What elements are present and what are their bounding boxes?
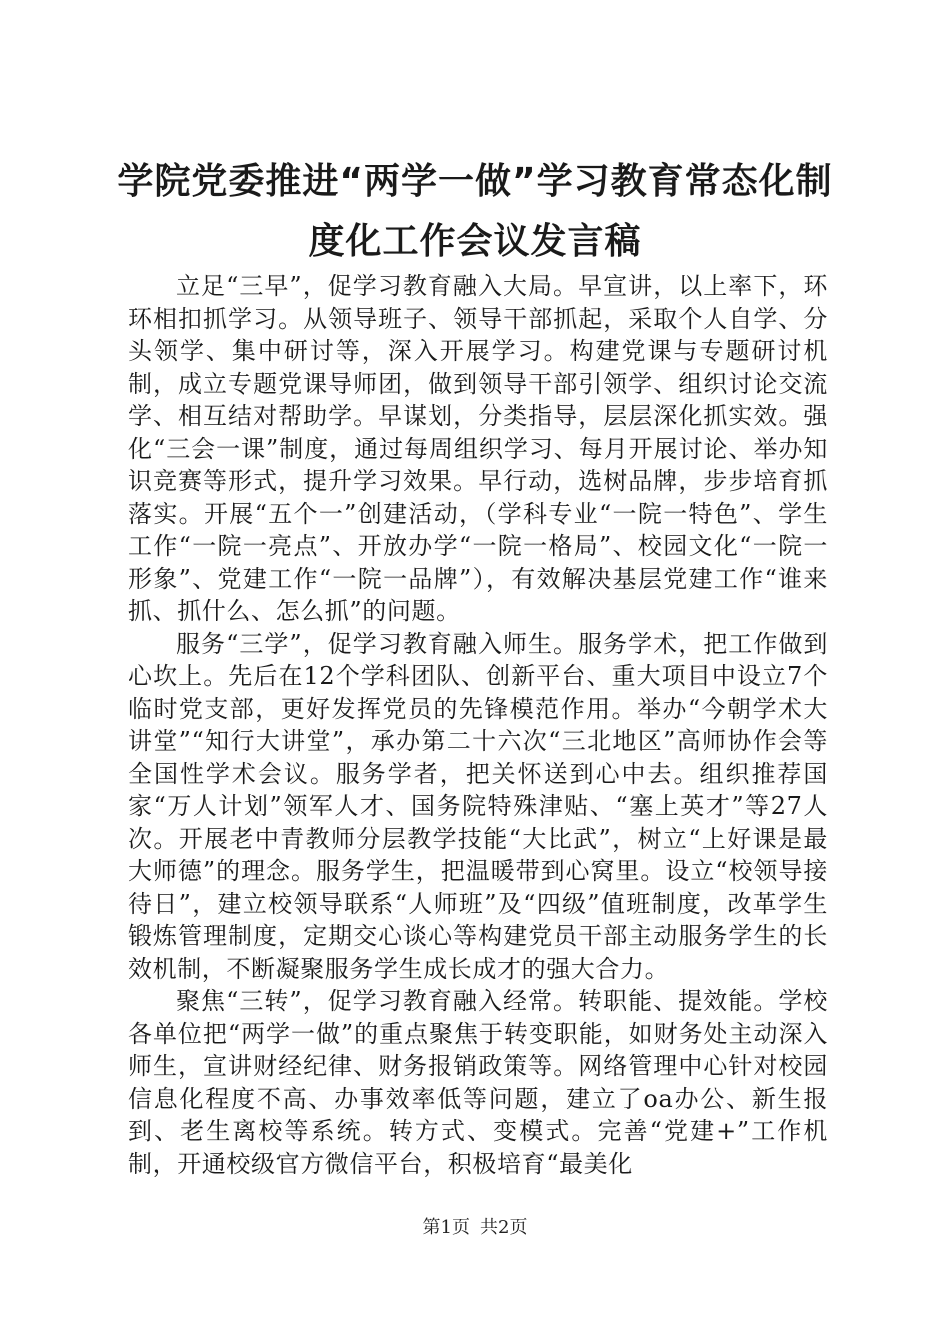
document-title-line-2: 度化工作会议发言稿 (308, 221, 642, 262)
paragraph-1: 立足“三早”，促学习教育融入大局。早宣讲，以上率下，环环相扣抓学习。从领导班子、领导干部抓起，采取个人自学、分头领学、集中研讨等，深入开展学习。构建党课与专题研讨机制，成立专题党课导师团，做到领导干部引领学、组织讨论交流学、相互结对帮助学。早谋划，分类指导，层层深化抓实效。强化“三会一课”制度，通过每周组织学习、每月开展讨论、举办知识竞赛等形式，提升学习效果。早行动，选树品牌，步步培育抓落实。开展“五个一”创建活动，（学科专业“一院一特色”、学生工作“一院一亮点”、开放办学“一院一格局”、校园文化“一院一形象”、党建工作“一院一品牌”），有效解决基层党建工作“谁来抓、抓什么、怎么抓”的问题。 (128, 272, 828, 625)
paragraph-3: 聚焦“三转”，促学习教育融入经常。转职能、提效能。学校各单位把“两学一做”的重点聚焦于转变职能，如财务处主动深入师生，宣讲财经纪律、财务报销政策等。网络管理中心针对校园信息化程度不高、办事效率低等问题，建立了oa办公、新生报到、老生离校等系统。转方式、变模式。完善“党建+”工作机制，开通校级官方微信平台，积极培育“最美化 (128, 987, 828, 1178)
document-title-line-1: 学院党委推进“两学一做”学习教育常态化制 (117, 161, 833, 202)
paragraph-2: 服务“三学”，促学习教育融入师生。服务学术，把工作做到心坎上。先后在12个学科团队、创新平台、重大项目中设立7个临时党支部，更好发挥党员的先锋模范作用。举办“今朝学术大讲堂”“知行大讲堂”，承办第二十六次“三北地区”高师协作会等全国性学术会议。服务学者，把关怀送到心中去。组织推荐国家“万人计划”领军人才、国务院特殊津贴、“塞上英才”等27人次。开展老中青教师分层教学技能“大比武”，树立“上好课是最大师德”的理念。服务学生，把温暖带到心窝里。设立“校领导接待日”，建立校领导联系“人师班”及“四级”值班制度，改革学生锻炼管理制度，定期交心谈心等构建党员干部主动服务学生的长效机制，不断凝聚服务学生成长成才的强大合力。 (128, 629, 828, 983)
page-total: 共2页 (480, 1217, 528, 1238)
page-number: 第1页 (422, 1217, 470, 1238)
document-body (128, 270, 828, 1180)
page-footer (0, 1216, 950, 1240)
